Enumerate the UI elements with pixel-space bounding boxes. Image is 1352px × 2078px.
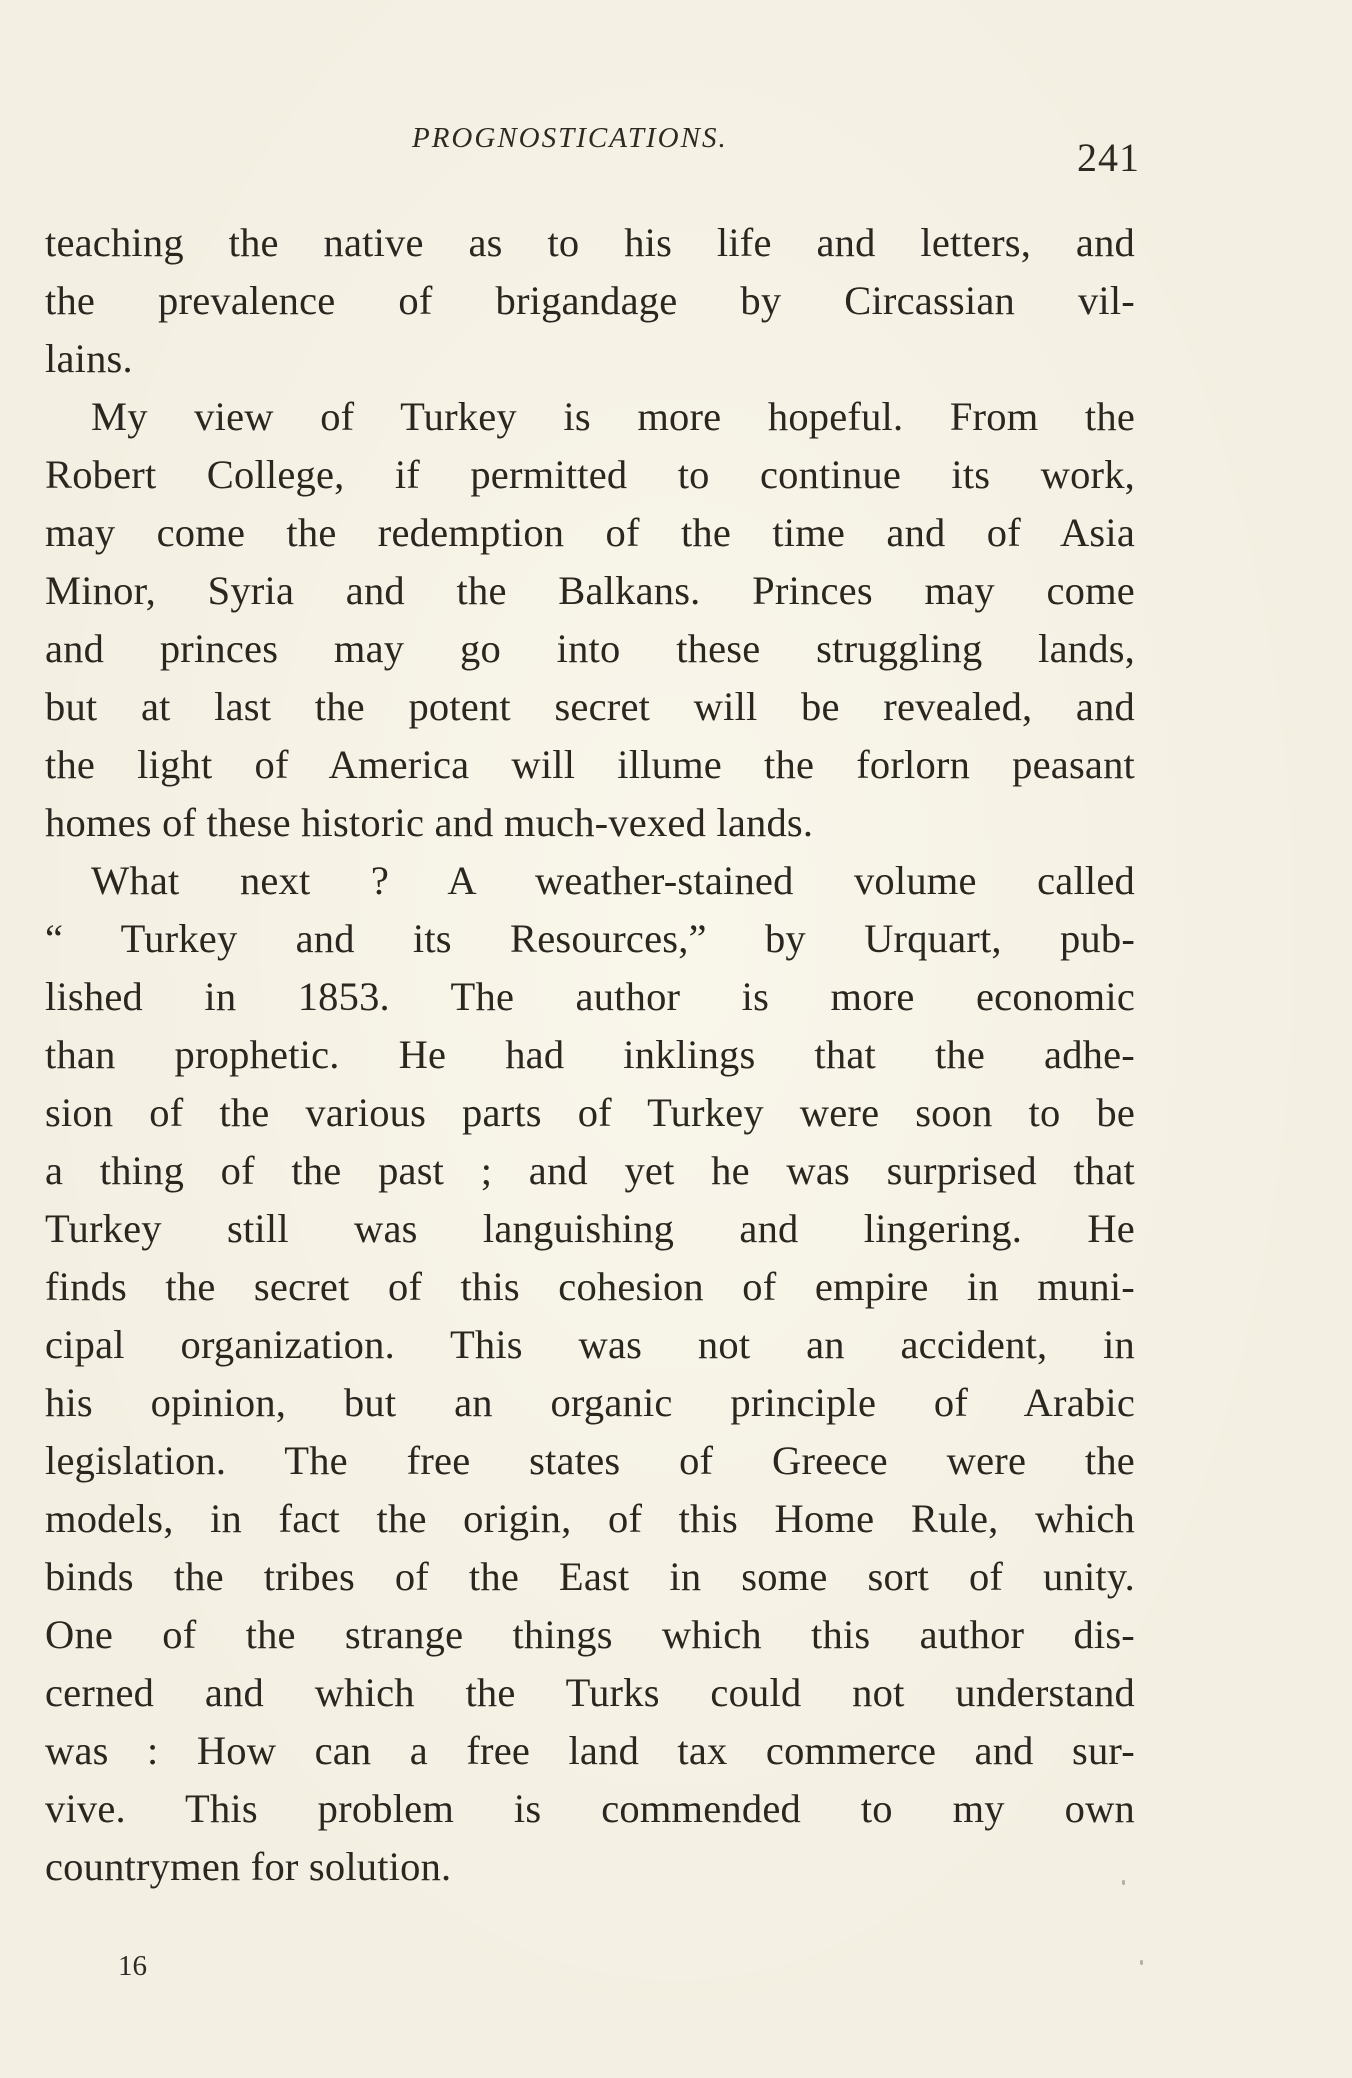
text-line: than prophetic. He had inklings that the adhe- <box>45 1032 1135 1077</box>
running-head <box>0 122 1352 182</box>
text-line: his opinion, but an organic principle of Arabic <box>45 1380 1135 1425</box>
text-line: lished in 1853. The author is more economic <box>45 974 1135 1019</box>
text-line: Robert College, if permitted to continue its work, <box>45 452 1135 497</box>
text-line: models, in fact the origin, of this Home Rule, which <box>45 1496 1135 1541</box>
text-line: cerned and which the Turks could not understand <box>45 1670 1135 1715</box>
text-line: binds the tribes of the East in some sort of unity. <box>45 1554 1135 1599</box>
running-title: PROGNOSTICATIONS. <box>412 122 728 154</box>
text-line: may come the redemption of the time and of Asia <box>45 510 1135 555</box>
signature-mark: 16 <box>118 1950 147 1982</box>
text-line: One of the strange things which this author dis- <box>45 1612 1135 1657</box>
text-line: My view of Turkey is more hopeful. From the <box>91 394 1135 439</box>
text-line: finds the secret of this cohesion of empire in muni- <box>45 1264 1135 1309</box>
text-line: the prevalence of brigandage by Circassian vil- <box>45 278 1135 323</box>
text-line: What next ? A weather-stained volume called <box>91 858 1135 903</box>
body-text <box>45 214 1135 1896</box>
text-line: sion of the various parts of Turkey were soon to be <box>45 1090 1135 1135</box>
text-line: but at last the potent secret will be revealed, and <box>45 684 1135 729</box>
text-line: Minor, Syria and the Balkans. Princes may come <box>45 568 1135 613</box>
text-line: cipal organization. This was not an accident, in <box>45 1322 1135 1367</box>
text-line: “ Turkey and its Resources,” by Urquart, pub- <box>45 916 1135 961</box>
paper-speck <box>1140 1960 1143 1965</box>
text-line: homes of these historic and much-vexed lands. <box>45 800 814 845</box>
text-line: countrymen for solution. <box>45 1844 452 1889</box>
page-number: 241 <box>1077 135 1140 180</box>
text-line: and princes may go into these struggling lands, <box>45 626 1135 671</box>
text-line: a thing of the past ; and yet he was surprised that <box>45 1148 1135 1193</box>
text-line: vive. This problem is commended to my own <box>45 1786 1135 1831</box>
text-line: teaching the native as to his life and letters, and <box>45 220 1135 265</box>
text-line: lains. <box>45 336 133 381</box>
text-line: was : How can a free land tax commerce and sur- <box>45 1728 1135 1773</box>
text-line: the light of America will illume the forlorn peasant <box>45 742 1135 787</box>
text-line: Turkey still was languishing and lingering. He <box>45 1206 1135 1251</box>
paper-speck <box>1122 1880 1125 1885</box>
text-line: legislation. The free states of Greece were the <box>45 1438 1135 1483</box>
